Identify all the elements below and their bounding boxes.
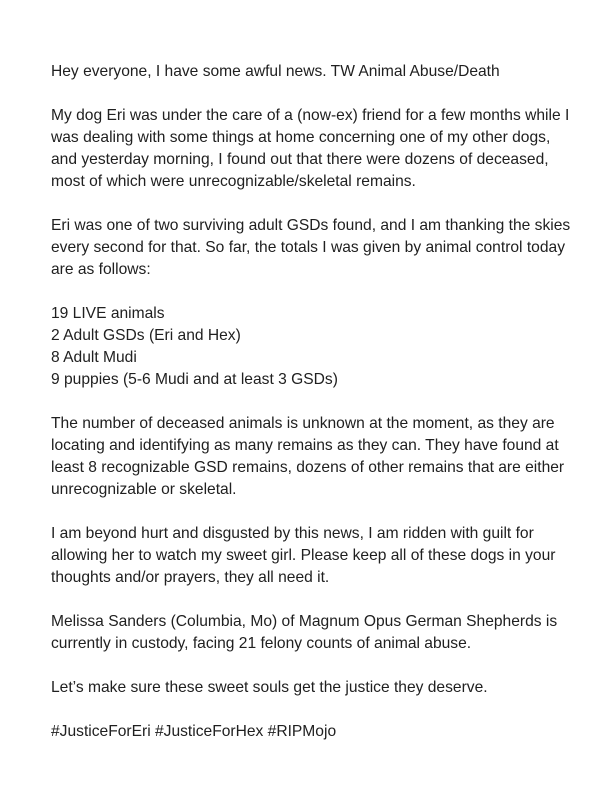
- paragraph-justice: Let’s make sure these sweet souls get the justice they deserve.: [51, 679, 488, 696]
- list-item: 19 LIVE animals: [51, 305, 165, 322]
- paragraph-custody: Melissa Sanders (Columbia, Mo) of Magnum Opus German Shepherds is currently in custody, facing 21 felony counts of animal abuse.: [51, 613, 558, 652]
- animal-totals-list: [51, 303, 571, 391]
- intro-line: Hey everyone, I have some awful news. TW Animal Abuse/Death: [51, 63, 500, 80]
- list-item: 8 Adult Mudi: [51, 349, 137, 366]
- list-item: 2 Adult GSDs (Eri and Hex): [51, 327, 241, 344]
- paragraph-feelings: I am beyond hurt and disgusted by this news, I am ridden with guilt for allowing her to watch my sweet girl. Please keep all of these dogs in your thoughts and/or prayers, they all need it.: [51, 525, 556, 586]
- list-item: 9 puppies (5-6 Mudi and at least 3 GSDs): [51, 371, 338, 388]
- paragraph-deceased: The number of deceased animals is unknown at the moment, as they are locating and identifying as many remains as they can. They have found at least 8 recognizable GSD remains, dozens of other remains that are either unrecognizable or skeletal.: [51, 415, 565, 498]
- paragraph-situation: My dog Eri was under the care of a (now-ex) friend for a few months while I was dealing with some things at home concerning one of my other dogs, and yesterday morning, I found out that there were dozens of deceased, most of which were unrecognizable/skeletal remains.: [51, 107, 570, 190]
- document-body: [51, 61, 571, 743]
- hashtags: #JusticeForEri #JusticeForHex #RIPMojo: [51, 723, 337, 740]
- paragraph-survivors: Eri was one of two surviving adult GSDs found, and I am thanking the skies every second for that. So far, the totals I was given by animal control today are as follows:: [51, 217, 571, 278]
